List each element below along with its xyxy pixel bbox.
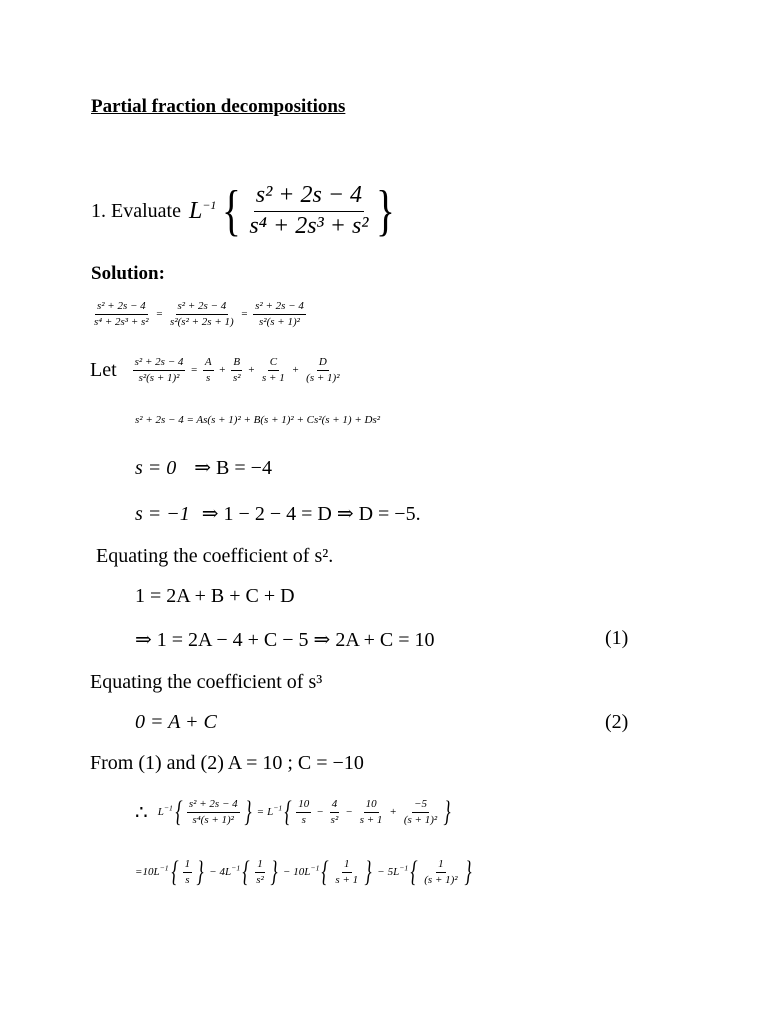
simplification-step: $\frac{\text{s² + 2s − 4}}{\text{s⁴ + 2s³ + s²}}$ = $\frac{\text{s² + 2s − 4}}{\text{s²(s² + 2s + 1)}}$ = $\frac{\text{s² + 2s − 4}}{\text{s²(s + 1)²}}$ bbox=[94, 300, 304, 328]
solution-values: From (1) and (2) A = 10 ; C = −10 bbox=[90, 752, 364, 774]
coefficient-s2-equation: 1 = 2A + B + C + D bbox=[135, 585, 295, 607]
let-step bbox=[90, 356, 344, 384]
partial-fraction-setup: $\frac{\text{s² + 2s − 4}}{\text{s²(s + 1)²}}$ = $\frac{A}{s}$ + $\frac{B}{\text{s²}}$ + $\frac{C}{s + 1}$ + $\frac{D}{\text{(s + 1)²}}$ bbox=[134, 356, 340, 384]
substitution-s-minus1: s = −1 ⇒ 1 − 2 − 4 = D ⇒ D = −5. bbox=[135, 503, 421, 525]
equation-tag-1: (1) bbox=[605, 627, 629, 649]
equation-tag-2: (2) bbox=[605, 711, 629, 733]
solution-label: Solution: bbox=[91, 263, 165, 284]
let-label: Let bbox=[90, 358, 117, 381]
coefficient-s2-result: ⇒ 1 = 2A − 4 + C − 5 ⇒ 2A + C = 10 bbox=[135, 629, 435, 651]
problem-prefix: 1. Evaluate bbox=[91, 199, 181, 222]
laplace-operator: $L^{-1}$ bbox=[188, 197, 217, 224]
problem-fraction bbox=[247, 182, 370, 240]
problem-numerator: s² + 2s − 4 bbox=[254, 182, 364, 212]
identity-equation: s² + 2s − 4 = As(s + 1)² + B(s + 1)² + Cs²(s + 1) + Ds² bbox=[135, 414, 381, 426]
left-brace: { bbox=[222, 180, 242, 242]
right-brace: } bbox=[376, 180, 396, 242]
substitution-s0: s = 0 ⇒ B = −4 bbox=[135, 457, 272, 479]
therefore-step: ∴ $L^{-1}$ { $\frac{\text{s² + 2s − 4}}{\text{s⁴(s + 1)²}}$ } = $L^{-1}$ { $\frac{10}{s}$ − $\frac{4}{\text{s²}}$ − $\frac{10}{s + 1}$ + $\frac{-5}{\text{(s + 1)²}}$ } bbox=[135, 795, 451, 828]
coefficient-s3-equation: 0 = A + C bbox=[135, 711, 217, 733]
coefficient-s3-label: Equating the coefficient of s³ bbox=[90, 671, 323, 693]
coefficient-s2-label: Equating the coefficient of s². bbox=[96, 545, 334, 567]
problem-statement bbox=[91, 172, 399, 250]
final-expansion: = 10 $L^{-1}$ { $\frac{1}{s}$ } − 4 $L^{-1}$ { $\frac{1}{\text{s²}}$ } − 10 $L^{-1}$ { $\frac{1}{s + 1}$ } − 5 $L^{-1}$ { $\frac{1}{\text{(s + 1)²}}$ } bbox=[135, 855, 472, 888]
therefore-symbol: ∴ bbox=[135, 801, 148, 824]
problem-denominator: s⁴ + 2s³ + s² bbox=[249, 212, 369, 239]
page-title: Partial fraction decompositions bbox=[91, 96, 346, 117]
